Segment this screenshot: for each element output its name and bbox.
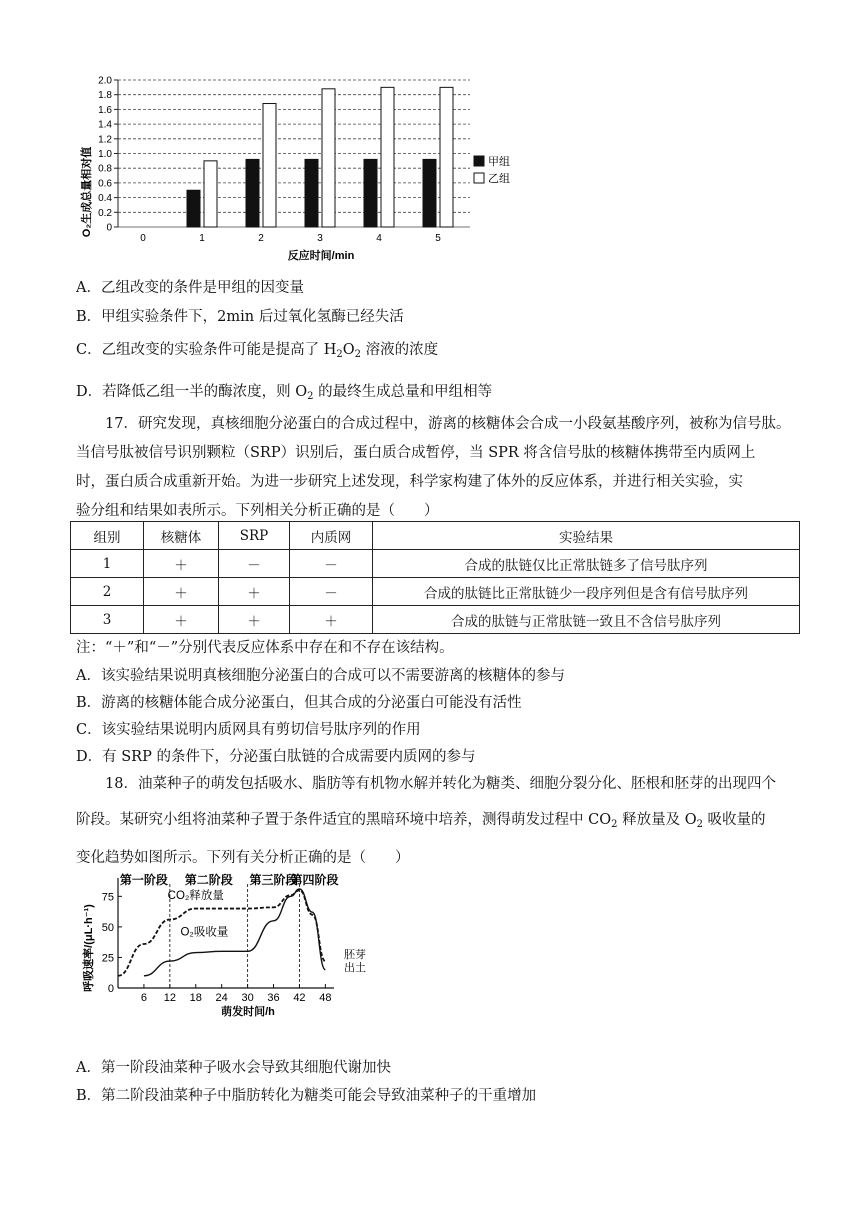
stage-label: 第一阶段 bbox=[119, 873, 168, 887]
table-cell: － bbox=[219, 550, 290, 578]
legend-swatch bbox=[474, 173, 484, 183]
y-tick-label: 1.8 bbox=[98, 90, 112, 102]
x-tick-label: 12 bbox=[163, 992, 176, 1004]
x-tick-label: 18 bbox=[189, 992, 202, 1004]
q17-stem bbox=[76, 410, 796, 526]
x-tick-label: 5 bbox=[435, 233, 441, 244]
y-tick-label: 25 bbox=[101, 952, 114, 965]
q18-stem-line2: 阶段。某研究小组将油菜种子置于条件适宜的黑暗环境中培养，测得萌发过程中 $CO_2$ 释放量及 $O_2$ 吸收量的 bbox=[76, 812, 766, 830]
q18-stem-line1: 18．油菜种子的萌发包括吸水、脂肪等有机物水解并转化为糖类、细胞分裂分化、胚根和胚芽的出现四个 bbox=[105, 776, 776, 792]
table-header: 组别 bbox=[71, 522, 144, 550]
table-header: 核糖体 bbox=[144, 522, 219, 550]
bar-jia bbox=[364, 159, 377, 227]
y-tick-label: 0 bbox=[107, 983, 114, 995]
x-tick-label: 30 bbox=[241, 992, 254, 1004]
table-cell: 3 bbox=[71, 606, 144, 634]
stage-label: 第二阶段 bbox=[184, 873, 233, 887]
legend-swatch bbox=[474, 156, 484, 166]
table-cell: 2 bbox=[71, 578, 144, 606]
table-row bbox=[71, 550, 800, 578]
y-tick-label: 0.4 bbox=[98, 193, 112, 205]
q17-line: 验分组和结果如表所示。下列相关分析正确的是（ ） bbox=[76, 503, 439, 519]
table-header: SRP bbox=[219, 522, 290, 550]
table-cell: 合成的肽链比正常肽链少一段序列但是含有信号肽序列 bbox=[373, 578, 800, 606]
table-cell: － bbox=[290, 550, 373, 578]
y-tick-label: 0.8 bbox=[98, 163, 112, 175]
line-chart-annotation: 出土 bbox=[344, 962, 366, 974]
q18-stem-line3: 变化趋势如图所示。下列有关分析正确的是（ ） bbox=[76, 850, 410, 866]
line-chart-annotation: 胚芽 bbox=[344, 949, 366, 961]
q16-option-b: B．甲组实验条件下，2min 后过氧化氢酶已经失活 bbox=[76, 309, 404, 325]
bar-chart bbox=[76, 70, 536, 265]
experiment-table bbox=[70, 521, 800, 634]
bar-jia bbox=[246, 159, 259, 227]
q17-option-c: C．该实验结果说明内质网具有剪切信号肽序列的作用 bbox=[76, 722, 421, 738]
x-tick-label: 1 bbox=[199, 233, 205, 244]
y-tick-label: 75 bbox=[101, 891, 114, 904]
bar-jia bbox=[187, 190, 200, 227]
bar-chart-ylabel: O₂生成总量相对值 bbox=[81, 146, 93, 238]
table-cell: ＋ bbox=[144, 578, 219, 606]
table-cell: － bbox=[290, 578, 373, 606]
q17-option-b: B．游离的核糖体能合成分泌蛋白，但其合成的分泌蛋白可能没有活性 bbox=[76, 695, 522, 711]
y-tick-label: 0 bbox=[106, 222, 112, 234]
q16-option-a: A．乙组改变的条件是甲组的因变量 bbox=[76, 280, 304, 296]
table-row bbox=[71, 578, 800, 606]
x-tick-label: 2 bbox=[258, 233, 264, 244]
series-label-co2: CO₂释放量 bbox=[167, 889, 224, 902]
q16-option-c: C．乙组改变的实验条件可能是提高了 $H_2O_2$ 溶液的浓度 bbox=[76, 342, 439, 360]
line-chart-ylabel: 呼吸速率/(μL·h⁻¹) bbox=[83, 904, 95, 992]
x-tick-label: 42 bbox=[293, 992, 306, 1004]
q18-option-b: B．第二阶段油菜种子中脂肪转化为糖类可能会导致油菜种子的干重增加 bbox=[76, 1088, 537, 1104]
q17-option-d: D．有 SRP 的条件下，分泌蛋白肽链的合成需要内质网的参与 bbox=[76, 749, 476, 765]
bar-jia bbox=[423, 159, 436, 227]
o2-uptake-line bbox=[144, 889, 325, 976]
y-tick-label: 50 bbox=[101, 921, 114, 934]
y-tick-label: 0.2 bbox=[98, 207, 112, 219]
q17-option-a: A．该实验结果说明真核细胞分泌蛋白的合成可以不需要游离的核糖体的参与 bbox=[76, 668, 565, 684]
y-tick-label: 0.6 bbox=[98, 178, 112, 190]
y-tick-label: 2.0 bbox=[98, 75, 112, 87]
y-tick-label: 1.2 bbox=[98, 134, 112, 146]
bar-jia bbox=[305, 159, 318, 227]
bar-yi bbox=[204, 161, 217, 227]
x-tick-label: 0 bbox=[140, 233, 146, 244]
table-row bbox=[71, 606, 800, 634]
table-cell: 合成的肽链与正常肽链一致且不含信号肽序列 bbox=[373, 606, 800, 634]
x-tick-label: 6 bbox=[140, 992, 147, 1004]
legend-label: 甲组 bbox=[488, 156, 510, 168]
table-cell: 合成的肽链仅比正常肽链多了信号肽序列 bbox=[373, 550, 800, 578]
bar-yi bbox=[440, 87, 453, 227]
table-note: 注：“＋”和“－”分别代表反应体系中存在和不存在该结构。 bbox=[76, 640, 454, 656]
table-cell: 1 bbox=[71, 550, 144, 578]
legend-label: 乙组 bbox=[488, 173, 510, 185]
series-label-o2: O₂吸收量 bbox=[180, 926, 229, 939]
table-cell: ＋ bbox=[144, 606, 219, 634]
stage-label: 第四阶段 bbox=[290, 873, 339, 887]
x-tick-label: 4 bbox=[376, 233, 382, 244]
bar-yi bbox=[381, 87, 394, 227]
x-tick-label: 24 bbox=[215, 992, 228, 1004]
q16-option-d: D．若降低乙组一半的酶浓度，则 $O_2$ 的最终生成总量和甲组相等 bbox=[76, 384, 493, 402]
line-chart-xlabel: 萌发时间/h bbox=[221, 1006, 275, 1018]
table-cell: ＋ bbox=[290, 606, 373, 634]
bar-yi bbox=[263, 104, 276, 227]
table-header: 内质网 bbox=[290, 522, 373, 550]
x-tick-label: 3 bbox=[317, 233, 323, 244]
y-tick-label: 1.4 bbox=[98, 119, 112, 131]
x-tick-label: 48 bbox=[319, 992, 332, 1004]
bar-chart-xlabel: 反应时间/min bbox=[287, 250, 355, 262]
y-tick-label: 1.6 bbox=[98, 104, 112, 116]
table-header: 实验结果 bbox=[373, 522, 800, 550]
q17-line: 17．研究发现，真核细胞分泌蛋白的合成过程中，游离的核糖体会合成一小段氨基酸序列，被称为信号肽。 bbox=[105, 416, 791, 432]
stage-label: 第三阶段 bbox=[249, 873, 298, 887]
y-tick-label: 1.0 bbox=[98, 149, 112, 160]
bar-yi bbox=[322, 89, 335, 227]
table-cell: ＋ bbox=[144, 550, 219, 578]
table-cell: ＋ bbox=[219, 606, 290, 634]
table-cell: ＋ bbox=[219, 578, 290, 606]
x-tick-label: 36 bbox=[267, 992, 280, 1004]
q17-line: 时，蛋白质合成重新开始。为进一步研究上述发现，科学家构建了体外的反应体系，并进行相关实验，实 bbox=[76, 474, 743, 490]
q17-line: 当信号肽被信号识别颗粒（SRP）识别后，蛋白质合成暂停，当 SPR 将含信号肽的核糖体携带至内质网上 bbox=[76, 445, 756, 461]
respiration-chart bbox=[76, 870, 386, 1020]
q18-option-a: A．第一阶段油菜种子吸水会导致其细胞代谢加快 bbox=[76, 1060, 391, 1076]
